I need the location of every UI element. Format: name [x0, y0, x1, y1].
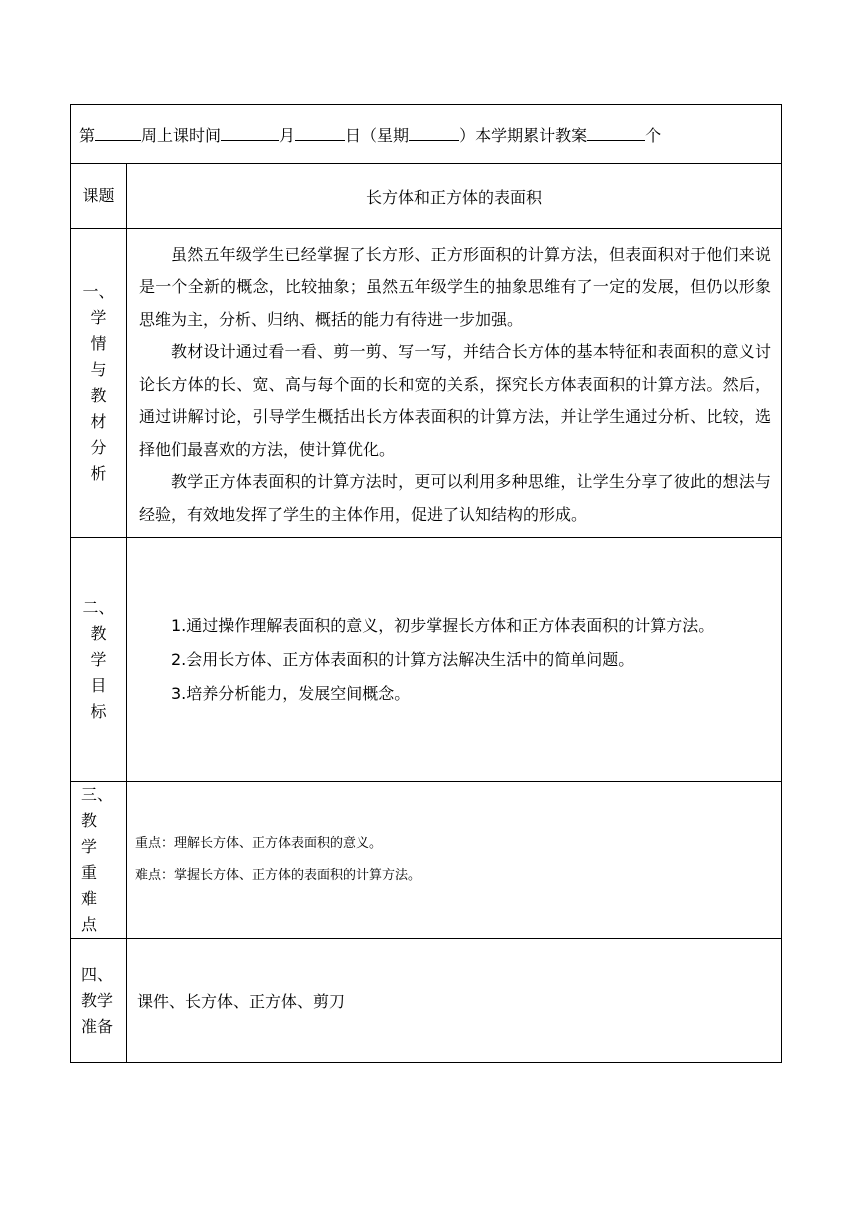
goal-item: 3.培养分析能力，发展空间概念。: [171, 683, 411, 703]
preparation-row: [71, 939, 782, 1063]
day-label: 日（星期: [345, 125, 410, 145]
weekday-blank: [409, 126, 459, 141]
topic-label: 课题: [71, 164, 127, 229]
schedule-row: [71, 105, 782, 164]
week-blank: [95, 126, 141, 141]
week-prefix: 第: [79, 125, 96, 145]
key-points-label: 三、 教 学 重 难 点: [71, 782, 127, 939]
time-blank: [221, 126, 279, 141]
analysis-paragraph: 教学正方体表面积的计算方法时，更可以利用多种思维，让学生分享了彼此的想法与经验，有效地发挥了学生的主体作用，促进了认知结构的形成。: [139, 472, 771, 524]
focus-point: 重点：理解长方体、正方体表面积的意义。: [135, 836, 383, 851]
schedule-line: [71, 105, 782, 164]
cumulative-label: ）本学期累计教案: [459, 125, 588, 145]
month-label: 月: [279, 125, 296, 145]
topic-title: 长方体和正方体的表面积: [127, 164, 782, 229]
month-blank: [295, 126, 345, 141]
analysis-content: [127, 229, 782, 538]
difficulty-point: 难点：掌握长方体、正方体的表面积的计算方法。: [135, 868, 422, 883]
key-points-row: [71, 782, 782, 939]
goals-content: [127, 538, 782, 782]
analysis-paragraph: 虽然五年级学生已经掌握了长方形、正方形面积的计算方法，但表面积对于他们来说是一个全新的概念，比较抽象；虽然五年级学生的抽象思维有了一定的发展，但仍以形象思维为主，分析、归纳、概括的能力有待进一步加强。: [139, 244, 771, 329]
analysis-row: [71, 229, 782, 538]
analysis-label: 一、 学 情 与 教 材 分 析: [71, 229, 127, 538]
goals-label: 二、 教 学 目 标: [71, 538, 127, 782]
goals-row: [71, 538, 782, 782]
week-suffix: 周上课时间: [141, 125, 222, 145]
preparation-content: 课件、长方体、正方体、剪刀: [127, 939, 782, 1063]
topic-row: [71, 164, 782, 229]
goal-item: 2.会用长方体、正方体表面积的计算方法解决生活中的简单问题。: [171, 649, 635, 669]
lesson-plan-table: [70, 104, 782, 1063]
count-suffix: 个: [645, 125, 662, 145]
count-blank: [587, 126, 645, 141]
goal-item: 1.通过操作理解表面积的意义，初步掌握长方体和正方体表面积的计算方法。: [171, 615, 715, 635]
key-points-content: [127, 782, 782, 939]
preparation-label: 四、 教学 准备: [71, 939, 127, 1063]
analysis-paragraph: 教材设计通过看一看、剪一剪、写一写，并结合长方体的基本特征和表面积的意义讨论长方体的长、宽、高与每个面的长和宽的关系，探究长方体表面积的计算方法。然后，通过讲解讨论，引导学生概括出长方体表面积的计算方法，并让学生通过分析、比较，选择他们最喜欢的方法，使计算优化。: [139, 342, 771, 459]
